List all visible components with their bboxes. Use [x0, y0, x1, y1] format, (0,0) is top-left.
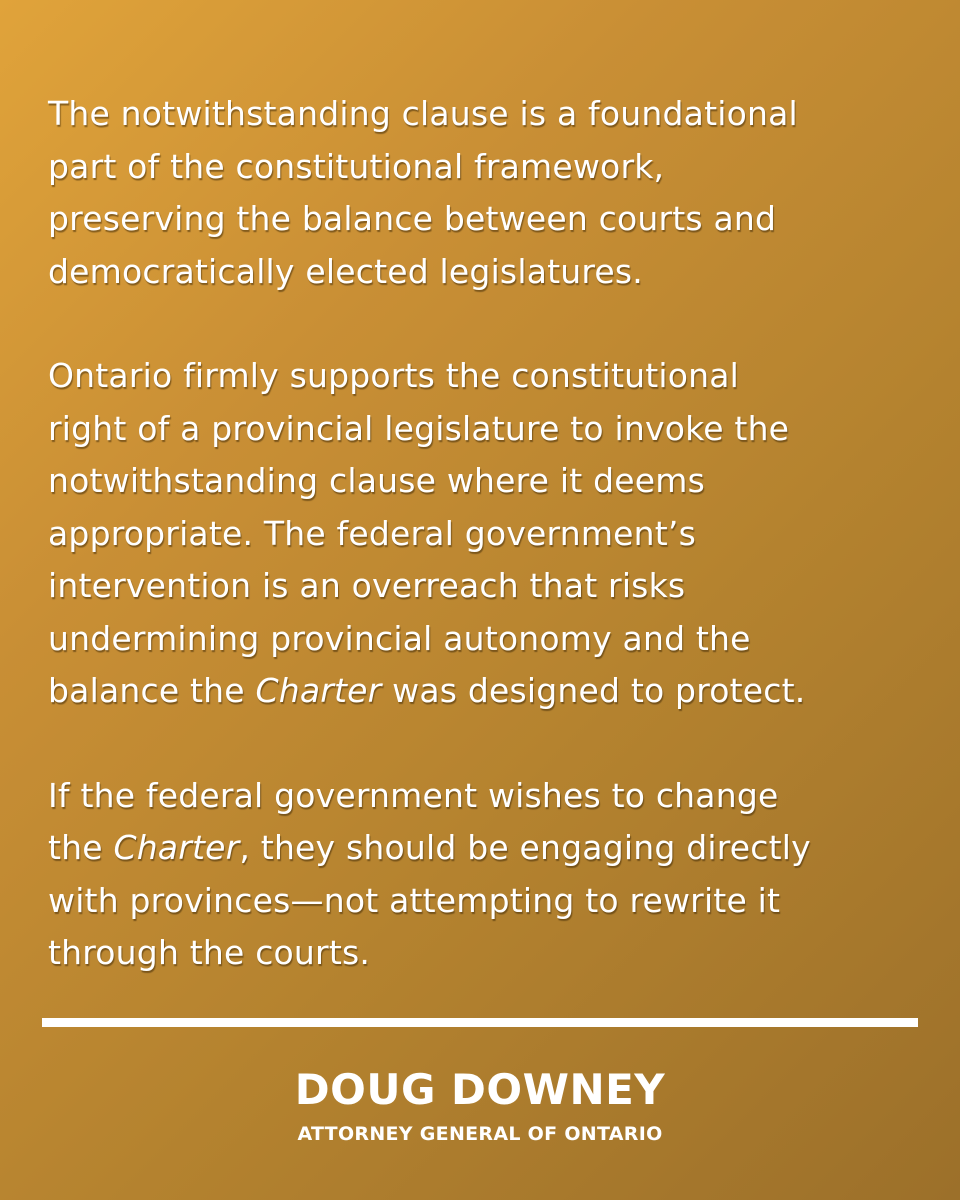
charter-italic: Charter [113, 828, 240, 867]
text-line: If the federal government wishes to change [48, 775, 779, 815]
text-line: intervention is an overreach that risks [48, 566, 686, 605]
text-line: with provinces—not attempting to rewrite it [48, 880, 781, 920]
paragraph-2 [48, 350, 928, 718]
text-line: notwithstanding clause where it deems [48, 461, 705, 500]
text-line: The notwithstanding clause is a foundational [48, 94, 798, 133]
text-line: the Charter, they should be engaging directly [48, 828, 811, 867]
signatory-name: DOUG DOWNEY [294, 1065, 666, 1114]
text-line: appropriate. The federal government’s [48, 513, 697, 553]
text-line: part of the constitutional framework, [48, 146, 665, 186]
text-line: preserving the balance between courts and [48, 199, 777, 238]
paragraph-1 [48, 88, 928, 298]
text-line: Ontario firmly supports the constitutional [48, 356, 740, 395]
signatory-title: ATTORNEY GENERAL OF ONTARIO [297, 1123, 663, 1145]
text-line: democratically elected legislatures. [48, 251, 643, 291]
charter-italic: Charter [255, 671, 382, 710]
paragraph-3 [48, 770, 928, 980]
signature-block [0, 1064, 960, 1146]
text-line: undermining provincial autonomy and the [48, 618, 751, 658]
text-line: right of a provincial legislature to invoke the [48, 408, 790, 448]
statement-body [48, 88, 928, 1032]
text-line: balance the Charter was designed to protect. [48, 671, 806, 710]
text-line: through the courts. [48, 933, 371, 972]
divider-rule [42, 1018, 918, 1027]
